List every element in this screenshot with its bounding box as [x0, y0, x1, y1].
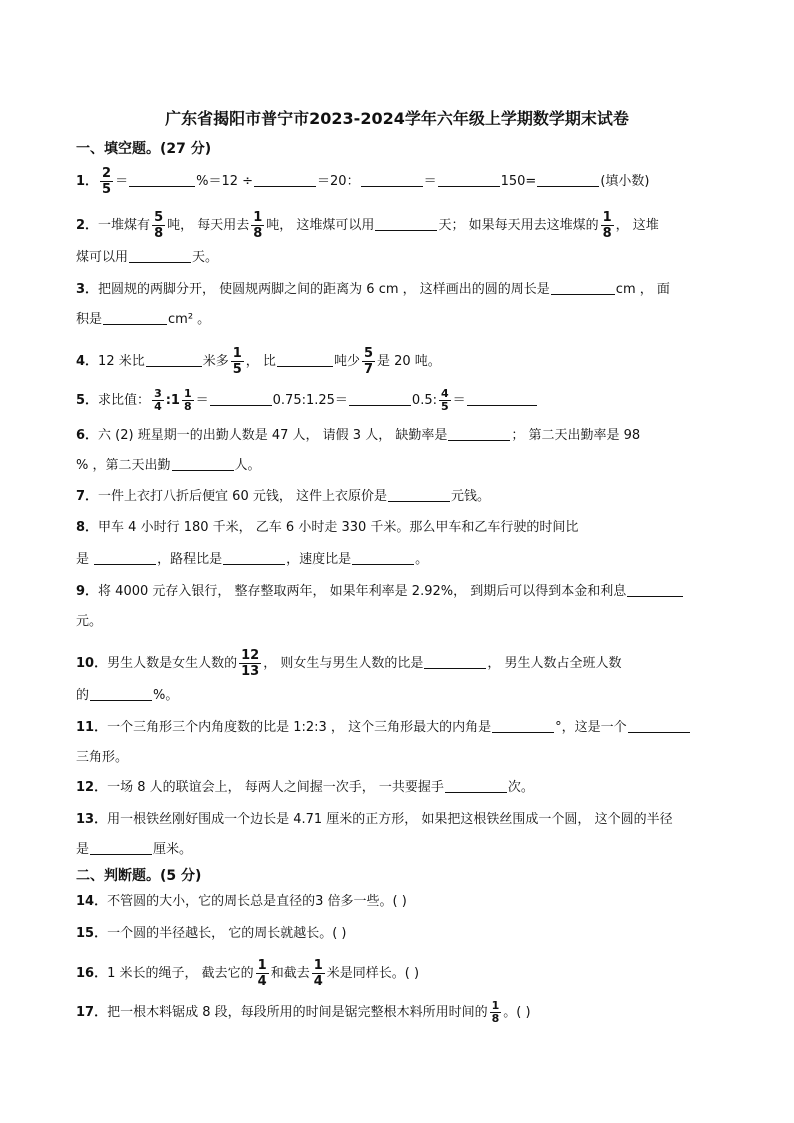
question-text: ， 男生人数占全班人数: [487, 656, 622, 671]
question-9-cont: [76, 612, 748, 632]
question-text: 元钱。: [451, 489, 491, 504]
question-14: [76, 892, 748, 912]
question-7: [76, 487, 748, 507]
question-5: [76, 388, 748, 413]
answer-blank[interactable]: [210, 391, 272, 406]
answer-blank[interactable]: [94, 550, 156, 565]
question-text: ， 这堆: [615, 218, 659, 233]
answer-blank[interactable]: [424, 654, 486, 669]
fraction-numerator: 1: [313, 958, 323, 973]
answer-blank[interactable]: [438, 172, 500, 187]
question-number: 13．: [76, 812, 108, 827]
question-text: 厘米。: [153, 842, 193, 857]
question-text: 是 20 吨。: [377, 354, 441, 369]
question-text: ， 则女生与男生人数的比是: [263, 656, 424, 671]
question-text: ， 比: [245, 354, 276, 369]
fraction: [152, 210, 165, 241]
fraction-denominator: 8: [154, 226, 164, 241]
fraction: [439, 388, 451, 413]
question-text: ＝: [423, 174, 437, 189]
question-text: 12 米比: [98, 354, 145, 369]
question-text: ＝20：: [317, 174, 360, 189]
answer-blank[interactable]: [146, 352, 202, 367]
fraction-denominator: 4: [154, 400, 162, 413]
question-number: 2．: [76, 218, 99, 233]
fraction-numerator: 4: [440, 387, 449, 400]
question-10-cont: [76, 686, 748, 706]
fraction-numerator: 5: [154, 210, 164, 225]
question-text: (填小数): [600, 174, 650, 189]
question-text: 的: [76, 688, 90, 703]
question-text: 将 4000 元存入银行， 整存整取两年， 如果年利率是 2.92%， 到期后可以得到本金和利息: [98, 584, 627, 599]
question-text: cm ， 面: [615, 282, 670, 297]
answer-blank[interactable]: [349, 391, 411, 406]
question-text: :1: [165, 393, 180, 408]
answer-blank[interactable]: [90, 686, 152, 701]
question-number: 6．: [76, 428, 99, 443]
question-number: 9．: [76, 584, 99, 599]
fraction-denominator: 5: [102, 182, 112, 197]
question-text: ； 第二天出勤率是 98: [511, 428, 641, 443]
question-number: 12．: [76, 780, 108, 795]
question-number: 10．: [76, 656, 108, 671]
question-text: 一堆煤有: [98, 218, 151, 233]
answer-blank[interactable]: [129, 172, 195, 187]
fraction: [490, 1000, 502, 1025]
question-2-cont: [76, 248, 748, 268]
fraction-denominator: 5: [440, 400, 449, 413]
question-text: 男生人数是女生人数的: [107, 656, 238, 671]
answer-blank[interactable]: [352, 550, 414, 565]
question-8: [76, 518, 748, 538]
question-text: 是: [76, 842, 90, 857]
answer-blank[interactable]: [448, 426, 510, 441]
question-text: 六 (2) 班星期一的出勤人数是 47 人， 请假 3 人， 缺勤率是: [98, 428, 448, 443]
question-number: 7．: [76, 489, 99, 504]
question-text: ＝: [115, 174, 129, 189]
fraction-denominator: 8: [253, 226, 263, 241]
question-text: 天； 如果每天用去这堆煤的: [438, 218, 599, 233]
answer-blank[interactable]: [172, 456, 234, 471]
answer-blank[interactable]: [492, 718, 554, 733]
answer-blank[interactable]: [103, 310, 167, 325]
fraction: [601, 210, 614, 241]
answer-blank[interactable]: [627, 582, 683, 597]
fraction-numerator: 1: [602, 210, 612, 225]
question-text: 用一根铁丝刚好围成一个边长是 4.71 厘米的正方形， 如果把这根铁丝围成一个圆， 这个圆的半径: [107, 812, 673, 827]
answer-blank[interactable]: [445, 778, 507, 793]
question-1: [76, 166, 748, 197]
answer-blank[interactable]: [537, 172, 599, 187]
fraction-numerator: 3: [154, 387, 162, 400]
question-11: [76, 718, 748, 738]
question-text: 吨少: [333, 354, 360, 369]
question-text: 人。: [234, 458, 261, 473]
question-number: 3．: [76, 282, 99, 297]
question-3: [76, 280, 748, 300]
question-13: [76, 810, 748, 830]
question-text: % ，第二天出勤: [76, 458, 171, 473]
question-number: 1．: [76, 174, 99, 189]
fraction: [251, 210, 264, 241]
question-10: [76, 648, 748, 679]
fraction-denominator: 13: [241, 664, 260, 679]
question-number: 14．: [76, 894, 108, 909]
question-text: 积是: [76, 312, 103, 327]
fraction: [231, 346, 244, 377]
question-text: 150=: [500, 174, 537, 189]
fraction: [152, 388, 164, 413]
answer-paren[interactable]: 米是同样长。( ): [326, 966, 420, 981]
question-text: 把一根木料锯成 8 段，每段所用的时间是锯完整根木料所用时间的: [107, 1005, 488, 1020]
answer-blank[interactable]: [388, 487, 450, 502]
fraction-denominator: 4: [257, 974, 267, 989]
question-text: 米多: [202, 354, 229, 369]
question-text: 0.5:: [411, 393, 437, 408]
question-6-cont: [76, 456, 748, 476]
fraction: [312, 958, 325, 989]
fraction-denominator: 4: [313, 974, 323, 989]
exam-title: 广东省揭阳市普宁市2023-2024学年六年级上学期数学期末试卷: [165, 109, 629, 128]
question-9: [76, 582, 748, 602]
fraction-numerator: 1: [232, 346, 242, 361]
question-text: 吨， 这堆煤可以用: [266, 218, 375, 233]
fraction-numerator: 1: [183, 387, 192, 400]
fraction-denominator: 8: [491, 1012, 500, 1025]
question-text: 煤可以用: [76, 250, 129, 265]
question-text: %＝12 ÷: [196, 174, 254, 189]
question-number: 4．: [76, 354, 99, 369]
answer-blank[interactable]: [551, 280, 615, 295]
question-number: 15．: [76, 926, 108, 941]
question-11-cont: [76, 748, 748, 768]
answer-blank[interactable]: [90, 840, 152, 855]
question-number: 16．: [76, 966, 108, 981]
fraction: [100, 166, 113, 197]
fraction-denominator: 8: [602, 226, 612, 241]
question-text: 。: [415, 552, 429, 567]
answer-paren[interactable]: 不管圆的大小，它的周长总是直径的3 倍多一些。( ): [107, 894, 407, 909]
question-text: 吨， 每天用去: [167, 218, 250, 233]
question-text: 和截去: [270, 966, 310, 981]
answer-blank[interactable]: [361, 172, 423, 187]
fraction: [239, 648, 261, 679]
question-13-cont: [76, 840, 748, 860]
question-text: 三角形。: [76, 750, 129, 765]
answer-blank[interactable]: [129, 248, 191, 263]
answer-blank[interactable]: [254, 172, 316, 187]
fraction-denominator: 5: [232, 362, 242, 377]
question-8-cont: [76, 550, 748, 570]
question-number: 5．: [76, 393, 99, 408]
question-text: ，路程比是: [157, 552, 223, 567]
question-6: [76, 426, 748, 446]
question-number: 11．: [76, 720, 108, 735]
question-text: 一件上衣打八折后便宜 60 元钱， 这件上衣原价是: [98, 489, 387, 504]
fraction-numerator: 2: [102, 166, 112, 181]
fraction: [362, 346, 375, 377]
question-text: 天。: [192, 250, 219, 265]
question-text: cm² 。: [168, 312, 211, 327]
answer-paren[interactable]: 。( ): [503, 1005, 531, 1020]
question-number: 17．: [76, 1005, 108, 1020]
fraction-numerator: 1: [257, 958, 267, 973]
answer-paren[interactable]: 一个圆的半径越长， 它的周长就越长。( ): [107, 926, 347, 941]
question-17: [76, 1000, 748, 1025]
question-text: 求比值：: [98, 393, 151, 408]
question-2: [76, 210, 748, 241]
question-16: [76, 958, 748, 989]
answer-blank[interactable]: [628, 718, 690, 733]
fraction-denominator: 8: [183, 400, 192, 413]
fraction: [182, 388, 194, 413]
section-true-false-heading: 二、判断题。(5 分): [76, 868, 202, 884]
question-text: ＝: [195, 393, 209, 408]
question-text: ＝: [452, 393, 466, 408]
fraction-numerator: 1: [253, 210, 263, 225]
question-text: 一场 8 人的联谊会上， 每两人之间握一次手， 一共要握手: [107, 780, 444, 795]
question-4: [76, 346, 748, 377]
question-text: 元。: [76, 614, 103, 629]
question-text: °，这是一个: [555, 720, 627, 735]
question-text: 是: [76, 552, 94, 567]
fraction-numerator: 5: [363, 346, 373, 361]
question-text: 次。: [507, 780, 534, 795]
fraction-numerator: 1: [491, 999, 500, 1012]
answer-blank[interactable]: [223, 550, 285, 565]
question-12: [76, 778, 748, 798]
question-text: 0.75:1.25＝: [272, 393, 348, 408]
question-text: %。: [153, 688, 179, 703]
fraction-denominator: 7: [363, 362, 373, 377]
answer-blank[interactable]: [467, 391, 537, 406]
question-text: 1 米长的绳子， 截去它的: [107, 966, 254, 981]
section-fill-in-heading: 一、填空题。(27 分): [76, 141, 212, 157]
answer-blank[interactable]: [375, 216, 437, 231]
fraction: [256, 958, 269, 989]
question-text: 一个三角形三个内角度数的比是 1:2:3 ， 这个三角形最大的内角是: [107, 720, 492, 735]
question-text: 甲车 4 小时行 180 千米， 乙车 6 小时走 330 千米。那么甲车和乙车行驶的时间比: [98, 520, 579, 535]
question-3-cont: [76, 310, 748, 330]
answer-blank[interactable]: [277, 352, 333, 367]
question-text: 把圆规的两脚分开， 使圆规两脚之间的距离为 6 cm ， 这样画出的圆的周长是: [98, 282, 550, 297]
question-number: 8．: [76, 520, 99, 535]
question-text: ，速度比是: [286, 552, 352, 567]
question-15: [76, 924, 748, 944]
fraction-numerator: 12: [241, 648, 260, 663]
